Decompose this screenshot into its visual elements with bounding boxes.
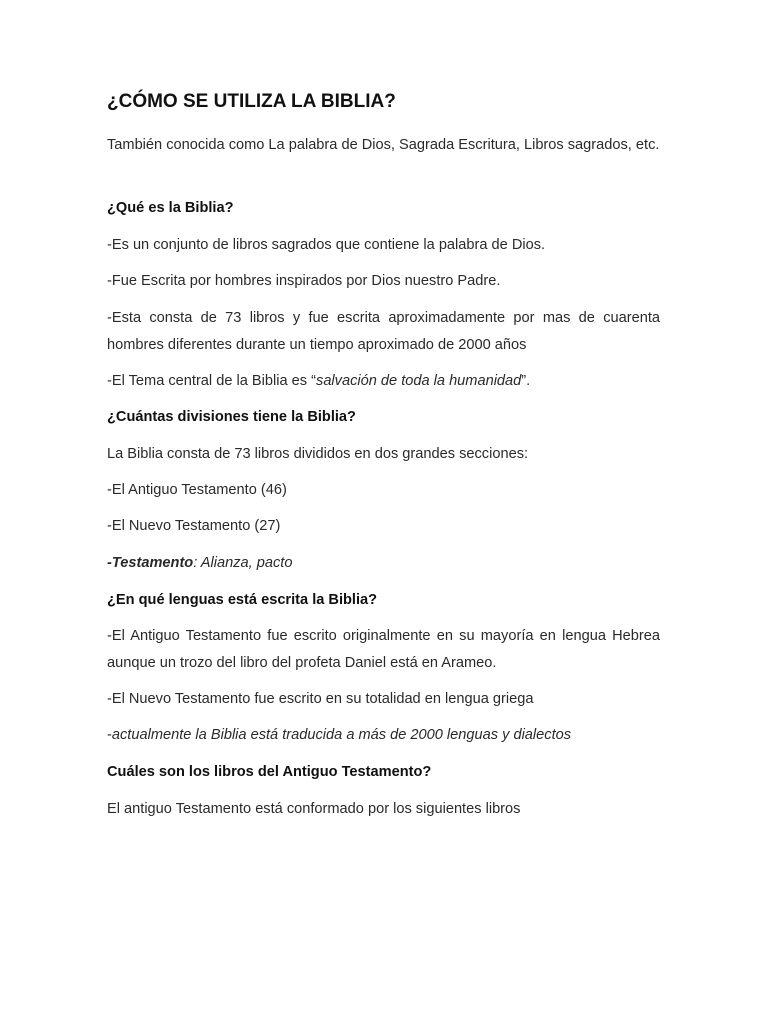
- paragraph-consta: -Esta consta de 73 libros y fue escrita aproximadamente por mas de cuarenta hombres diferentes durante un tiempo aproximado de 2000 años: [107, 310, 660, 353]
- definition-term: -Testamento: [107, 555, 194, 571]
- tema-suffix: ”.: [521, 373, 531, 389]
- paragraph-secciones: La Biblia consta de 73 libros divididos en dos grandes secciones:: [107, 446, 529, 462]
- paragraph-griega: -El Nuevo Testamento fue escrito en su totalidad en lengua griega: [107, 691, 534, 707]
- heading-divisiones: ¿Cuántas divisiones tiene la Biblia?: [107, 409, 356, 425]
- intro-paragraph: También conocida como La palabra de Dios, Sagrada Escritura, Libros sagrados, etc.: [107, 137, 660, 153]
- paragraph-hebrea: -El Antiguo Testamento fue escrito originalmente en su mayoría en lengua Hebrea aunque un trozo del libro del profeta Daniel está en Arameo.: [107, 628, 660, 671]
- tema-italic: salvación de toda la humanidad: [316, 373, 522, 389]
- paragraph-tema-central: [107, 368, 660, 395]
- paragraph-antiguo-testamento: -El Antiguo Testamento (46): [107, 482, 287, 498]
- page-title: ¿CÓMO SE UTILIZA LA BIBLIA?: [107, 91, 396, 112]
- paragraph-nuevo-testamento: -El Nuevo Testamento (27): [107, 518, 281, 534]
- paragraph-conformado: El antiguo Testamento está conformado por los siguientes libros: [107, 801, 521, 817]
- traducida-italic: actualmente la Biblia está traducida a más de 2000 lenguas y dialectos: [111, 727, 572, 743]
- heading-que-es: ¿Qué es la Biblia?: [107, 200, 234, 216]
- definition-text: : Alianza, pacto: [193, 555, 293, 571]
- paragraph-traducida: [107, 722, 660, 749]
- heading-libros-antiguo: Cuáles son los libros del Antiguo Testamento?: [107, 764, 432, 780]
- heading-lenguas: ¿En qué lenguas está escrita la Biblia?: [107, 592, 378, 608]
- paragraph-escrita: -Fue Escrita por hombres inspirados por Dios nuestro Padre.: [107, 273, 501, 289]
- traducida-prefix: -: [107, 727, 112, 743]
- paragraph-definicion: [107, 550, 660, 577]
- paragraph-conjunto: -Es un conjunto de libros sagrados que contiene la palabra de Dios.: [107, 237, 546, 253]
- tema-prefix: -El Tema central de la Biblia es “: [107, 373, 317, 389]
